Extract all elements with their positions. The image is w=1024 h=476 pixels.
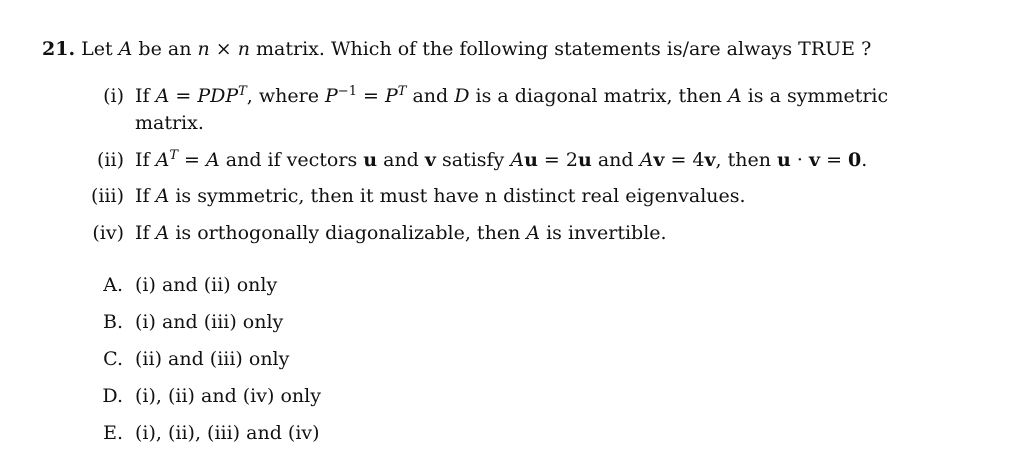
vector-var: v (653, 149, 665, 171)
option-text: (i) and (iii) only (135, 311, 284, 333)
vector-var: u (577, 149, 592, 171)
math-var: A (526, 222, 541, 244)
math-superscript: T (397, 84, 407, 99)
math-op: = (820, 149, 849, 171)
vector-var: v (808, 149, 821, 171)
statement-numeral: (ii) (97, 149, 124, 171)
text-part: , where (246, 85, 325, 107)
question-number: 21. (42, 38, 76, 60)
option-text: (ii) and (iii) only (135, 348, 290, 370)
math-var: P (325, 85, 338, 107)
text-part: and (377, 149, 425, 171)
math-op: × (209, 38, 238, 60)
option-letter: A. (103, 274, 123, 296)
vector-var: u (363, 149, 378, 171)
option-letter: E. (103, 422, 123, 444)
math-var: A (155, 85, 170, 107)
stem-part: Let (81, 38, 119, 60)
statement-numeral: (iv) (92, 222, 124, 244)
statement-text (135, 221, 667, 245)
stem-part: matrix. Which of the following statements is/are always TRUE ? (249, 38, 872, 60)
text-part: and if vectors (219, 149, 364, 171)
text-part: is a symmetric (741, 85, 889, 107)
question-stem (42, 37, 871, 61)
math-superscript: −1 (337, 84, 357, 99)
text-part: If (135, 222, 156, 244)
text-part: is orthogonally diagonalizable, then (169, 222, 527, 244)
option-letter: C. (103, 348, 123, 370)
text-part: , then (715, 149, 778, 171)
math-var: A (155, 185, 170, 207)
math-op: = (356, 85, 385, 107)
option-text: (i) and (ii) only (135, 274, 278, 296)
zero-vector: 0 (848, 149, 862, 171)
vector-var: v (704, 149, 716, 171)
math-var: n (197, 38, 210, 60)
stem-part: be an (132, 38, 198, 60)
statement-text (135, 184, 746, 208)
vector-var: v (424, 149, 436, 171)
math-superscript: T (169, 148, 178, 163)
math-var: A (510, 149, 525, 171)
math-var: A (205, 149, 220, 171)
vector-var: u (777, 149, 791, 171)
math-var: P (384, 85, 398, 107)
math-var: A (118, 38, 133, 60)
math-superscript: T (238, 84, 247, 99)
statement-text (135, 84, 888, 108)
math-var: A (155, 222, 170, 244)
text-part: If (135, 85, 156, 107)
text-part: and (591, 149, 640, 171)
text-part: If (135, 185, 156, 207)
text-part: is a diagonal matrix, then (469, 85, 728, 107)
math-var: A (155, 149, 170, 171)
math-var: A (639, 149, 654, 171)
text-part: and (406, 85, 455, 107)
option-letter: D. (102, 385, 123, 407)
stem-text (81, 38, 871, 60)
text-part: satisfy (435, 149, 511, 171)
math-var: A (727, 85, 742, 107)
text-part: . (861, 149, 868, 171)
text-part: is symmetric, then it must have n distinct real eigenvalues. (169, 185, 746, 207)
math-op: = (177, 149, 206, 171)
text-part: If (135, 149, 156, 171)
math-op: = 4 (664, 149, 705, 171)
math-var: PDP (197, 85, 239, 107)
statement-text (135, 148, 867, 172)
math-var: D (454, 85, 470, 107)
statement-numeral: (i) (103, 85, 124, 107)
math-var: n (237, 38, 250, 60)
math-op: = 2 (537, 149, 578, 171)
option-text: (i), (ii), (iii) and (iv) (135, 422, 320, 444)
statement-text-continued: matrix. (135, 112, 204, 134)
math-op: = (169, 85, 198, 107)
text-part: is invertible. (540, 222, 667, 244)
statement-numeral: (iii) (90, 185, 124, 207)
math-op: · (790, 149, 809, 171)
option-text: (i), (ii) and (iv) only (135, 385, 321, 407)
vector-var: u (524, 149, 538, 171)
option-letter: B. (102, 311, 123, 333)
